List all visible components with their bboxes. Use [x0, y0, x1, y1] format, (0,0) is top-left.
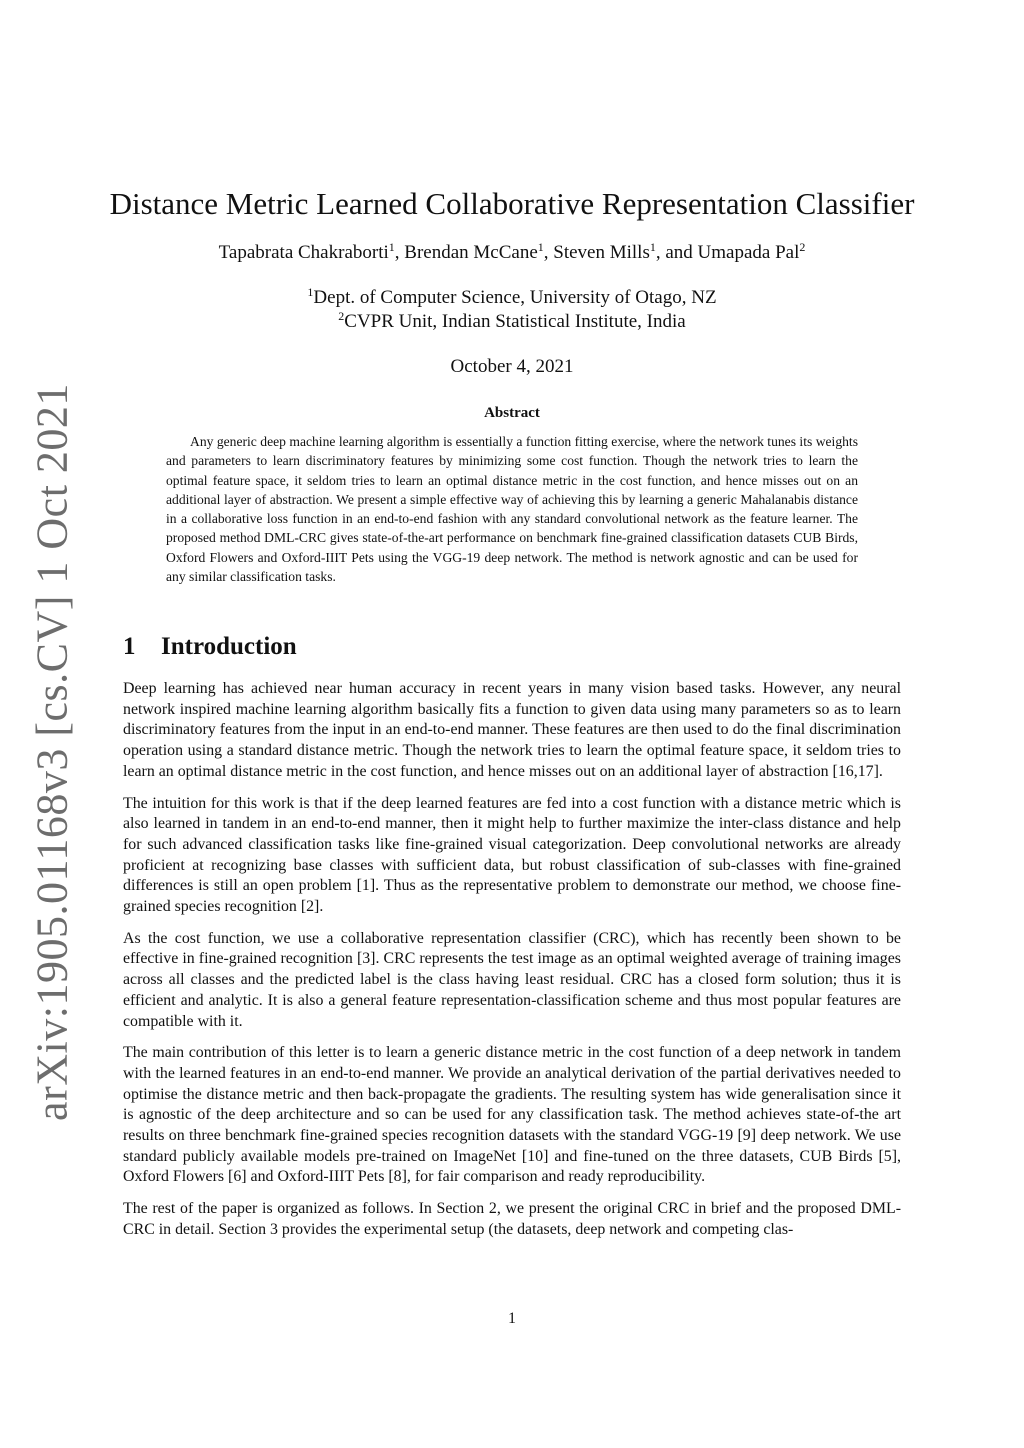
affiliation: $^1$Dept. of Computer Science, University of Otago, NZ	[307, 285, 717, 308]
affiliation: $^2$CVPR Unit, Indian Statistical Institute, India	[338, 309, 686, 332]
body-paragraph: Deep learning has achieved near human accuracy in recent years in many vision based tasks. However, any neural network inspired machine learning algorithm basically fits a function to given data using many parameters so as to learn discriminatory features from the input in an end-to-end manner. These features are then used to do the final discrimination operation using a standard distance metric. Though the network tries to learn the optimal feature space, it seldom tries to learn an optimal distance metric in the cost function, and hence misses out on an additional layer of abstraction [16,17].	[123, 680, 901, 780]
page-number: 1	[508, 1310, 516, 1327]
paper-title: Distance Metric Learned Collaborative Representation Classifier	[109, 186, 915, 221]
section-heading	[123, 633, 297, 661]
author: Brendan McCane$^1$,	[404, 240, 554, 263]
section-number: 1	[123, 633, 136, 660]
affiliations	[0, 286, 1024, 334]
author-list	[0, 242, 1024, 264]
section-title: Introduction	[161, 633, 297, 660]
arxiv-side-stamp: arXiv:1905.01168v3 [cs.CV] 1 Oct 2021	[27, 383, 77, 1121]
body-paragraph: The main contribution of this letter is to learn a generic distance metric in the cost function of a deep network in tandem with the learned features in an end-to-end manner. We provide an analytical derivation of the partial derivatives needed to optimise the distance metric and then back-propagate the gradients. The resulting system has wide generalisation since it is agnostic of the deep architecture and so can be used for any classification task. The method achieves state-of-the art results on three benchmark fine-grained species recognition datasets with the standard VGG-19 [9] deep network. We use standard publicly available models pre-trained on ImageNet [10] and fine-tuned on the three datasets, CUB Birds [5], Oxford Flowers [6] and Oxford-IIIT Pets [8], for fair comparison and ready reproducibility.	[123, 1044, 901, 1186]
body-paragraph: As the cost function, we use a collaborative representation classifier (CRC), which has recently been shown to be effective in fine-grained recognition [3]. CRC represents the test image as an optimal weighted average of training images across all classes and the predicted label is the class having least residual. CRC has a closed form solution; thus it is efficient and analytic. It is also a general feature representation-classification scheme and thus most popular features are compatible with it.	[123, 929, 901, 1030]
author: Steven Mills$^1$, and	[553, 240, 698, 263]
author: Tapabrata Chakraborti$^1$,	[218, 240, 405, 263]
body-paragraph: The rest of the paper is organized as follows. In Section 2, we present the original CRC in brief and the proposed DML-CRC in detail. Section 3 provides the experimental setup (the datasets, deep network and competing clas-	[123, 1200, 901, 1238]
author: Umapada Pal$^2$	[697, 240, 806, 263]
abstract-heading: Abstract	[484, 405, 540, 421]
paper-date: October 4, 2021	[450, 356, 574, 377]
abstract-text: Any generic deep machine learning algorithm is essentially a function fitting exercise, where the network tunes its weights and parameters to learn discriminatory features by minimizing some cost function. Though the network tries to learn the optimal feature space, it seldom tries to learn an optimal distance metric in the cost function, and hence misses out on an additional layer of abstraction. We present a simple effective way of achieving this by learning a generic Mahalanabis distance in a collaborative loss function in an end-to-end fashion with any standard convolutional network as the feature learner. The proposed method DML-CRC gives state-of-the-art performance on benchmark fine-grained classification datasets CUB Birds, Oxford Flowers and Oxford-IIIT Pets using the VGG-19 deep network. The method is network agnostic and can be used for any similar classification tasks.	[166, 434, 858, 585]
section-body	[123, 679, 901, 1252]
body-paragraph: The intuition for this work is that if the deep learned features are fed into a cost function with a distance metric which is also learned in tandem in an end-to-end manner, then it might help to further maximize the inter-class distance and help for such advanced classification tasks like fine-grained visual categorization. Deep convolutional networks are already proficient at recognizing base classes with sufficient data, but robust classification of sub-classes with fine-grained differences is still an open problem [1]. Thus as the representative problem to demonstrate our method, we choose fine-grained species recognition [2].	[123, 794, 901, 916]
